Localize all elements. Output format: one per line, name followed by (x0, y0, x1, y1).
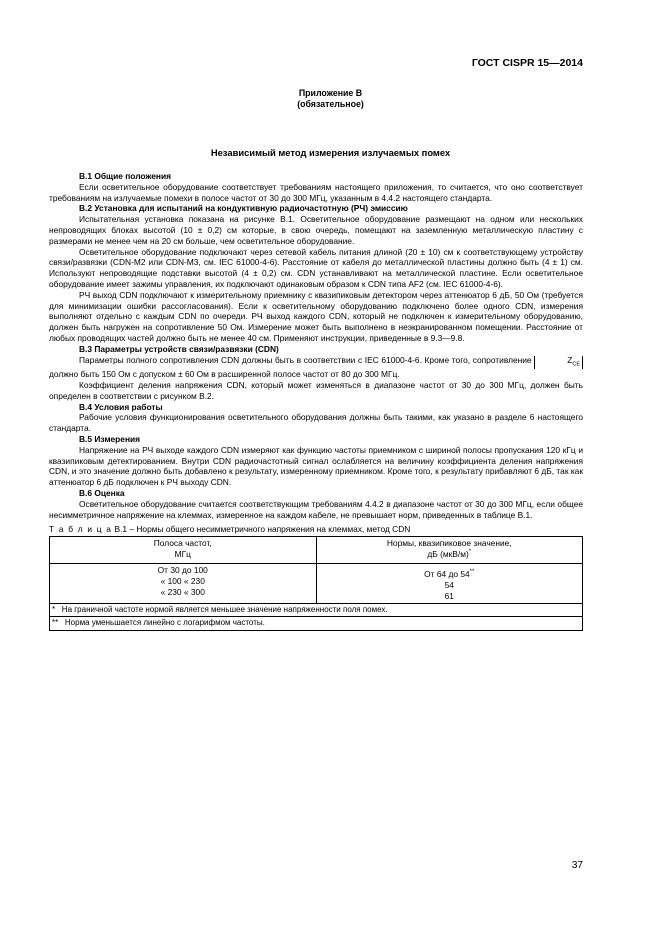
limit-2: 54 (444, 579, 454, 590)
section-b4-heading: В.4 Условия работы (79, 401, 163, 412)
section-b3-heading: В.3 Параметры устройств связи/развязки (CDN) (79, 343, 279, 354)
header-limits-line2: дБ (мкВ/м)* (427, 548, 472, 559)
page-title: Независимый метод измерения излучаемых помех (210, 147, 451, 158)
section-b2-paragraph-3: РЧ выход CDN подключают к измерительному приемнику с квазипиковым детектором через аттенюатор 6 дБ, 50 Ом (требуется для минимизации ошибки рассогласования). Если к осветительному оборудованию подключено более одного CDN, измерения выполняют отдельно с каждым CDN по очереди. РЧ выход каждого CDN, который не подключен к измерительному оборудованию, должен быть нагружен на сопротивление 50 Ом. Измерение может быть выполнено в неэкранированном помещении. Расстояние от любых проводящих частей должно быть не менее 40 см. Применяют инструкции, приведенные в 9.3—9.8. (49, 289, 583, 343)
limit-3: 61 (444, 590, 454, 601)
page-number: 37 (571, 860, 583, 871)
header-limits-mark: * (468, 549, 472, 556)
table-row (50, 564, 583, 603)
impedance-letter: Z (567, 354, 573, 365)
section-b4-paragraph: Рабочие условия функционирования осветительного оборудования должны быть такими, как указано в разделе 6 настоящего стандарта. (49, 412, 583, 434)
frequency-range-2: « 100 « 230 (160, 575, 205, 586)
standard-header: ГОСТ CISPR 15—2014 (471, 57, 583, 69)
section-b2-paragraph-1: Испытательная установка показана на рисунке В.1. Осветительное оборудование размещают на одном или нескольких непроводящих блоках высотой (10 ± 0,2) см которые, в свою очередь, помещают на заземленную металлическую пластину с размерами не менее чем на 20 см больше, чем осветительное оборудование. (49, 214, 583, 246)
limits-table (49, 536, 583, 631)
section-b6-heading: В.6 Оценка (79, 487, 125, 498)
impedance-symbol (534, 356, 583, 370)
document-body (49, 171, 583, 631)
b3-text-before: Параметры полного сопротивления CDN должны быть в соответствии с IEC 61000-4-6. Кроме того, сопротивление (79, 354, 532, 365)
limit-1: От 64 до 54** (424, 569, 475, 580)
table-caption-prefix: Т а б л и ц а (49, 524, 113, 535)
header-limits (316, 537, 583, 564)
limit-1-mark: ** (469, 569, 475, 576)
table-note-row (50, 617, 583, 631)
header-frequency (50, 537, 317, 564)
annex-heading (0, 88, 661, 110)
annex-title: Приложение В (298, 88, 363, 98)
section-b3-paragraph-2: Коэффициент деления напряжения CDN, который может изменяться в диапазоне частот от 30 до 300 МГц, должен быть определен в соответствии с рисунком В.2. (49, 380, 583, 401)
frequency-range-1: От 30 до 100 (157, 565, 208, 576)
section-b5-paragraph: Напряжение на РЧ выходе каждого CDN измеряют как функцию частоты приемником с шириной полосы пропускания 120 кГц и квазипиковым детектированием. Внутри CDN радиочастотный сигнал ослабляется на величину коэффициента деления напряжения CDN, и это значение должно быть добавлено к результату, измеренному приемником. Кроме того, к результату прибавляют 6 дБ, так как аттенюатор 6 дБ подключен к РЧ выходу CDN. (49, 444, 583, 488)
section-b1-heading: В.1 Общие положения (79, 171, 172, 181)
header-limits-line1: Нормы, квазипиковое значение, (386, 538, 512, 549)
frequency-cell (50, 564, 317, 603)
section-b5-heading: В.5 Измерения (79, 434, 141, 444)
impedance-subscript: CE (572, 361, 581, 368)
table-note-2: ** Норма уменьшается линейно с логарифмом частоты. (50, 617, 583, 631)
section-b2-heading: В.2 Установка для испытаний на кондуктивную радиочастотную (РЧ) эмиссию (79, 203, 408, 214)
annex-status: (обязательное) (297, 99, 364, 109)
section-b3-paragraph-1 (49, 355, 583, 380)
table-note-row (50, 603, 583, 617)
table-caption (49, 524, 583, 535)
table-note-1: * На граничной частоте нормой является меньшее значение напряженности поля помех. (50, 603, 583, 617)
limits-cell (316, 564, 583, 603)
table-caption-text: В.1 – Нормы общего несимметричного напряжения на клеммах, метод CDN (114, 524, 411, 535)
section-b6-paragraph: Осветительное оборудование считается соответствующим требованиям 4.4.2 в диапазоне частот от 30 до 300 МГц, если общее несимметричное напряжение на клеммах, измеренное на каждом кабеле, не превышает норм, приведенных в таблице В.1. (49, 498, 583, 520)
section-b2-paragraph-2: Осветительное оборудование подключают через сетевой кабель питания длиной (20 ± 10) см к соответствующему устройству связи/развязки (CDN-M2 или CDN-M3, см. IEC 61000-4-6). Расстояние от кабеля до металлической пластины должно быть (4 ± 1) см. Используют непроводящие подставки высотой (4 ± 0,2) см. CDN устанавливают на металлической пластине. Если осветительное оборудование имеет зажимы управления, их подключают одинаковым образом к CDN типа AF2 (см. IEC 61000-4-6). (49, 246, 583, 289)
header-frequency-line1: Полоса частот, (153, 538, 212, 549)
b3-text-after: должно быть 150 Ом с допуском ± 60 Ом в расширенной полосе частот от 80 до 300 МГц. (49, 369, 400, 380)
table-header-row (50, 537, 583, 564)
header-frequency-line2: МГц (174, 548, 191, 559)
frequency-range-3: « 230 « 300 (160, 586, 205, 597)
section-b1-paragraph: Если осветительное оборудование соответствует требованиям настоящего приложения, то считается, что оно соответствует требованиям на излучаемые помехи в полосе частот от 30 до 300 МГц, указанным в 4.4.2 настоящего стандарта. (49, 181, 583, 203)
